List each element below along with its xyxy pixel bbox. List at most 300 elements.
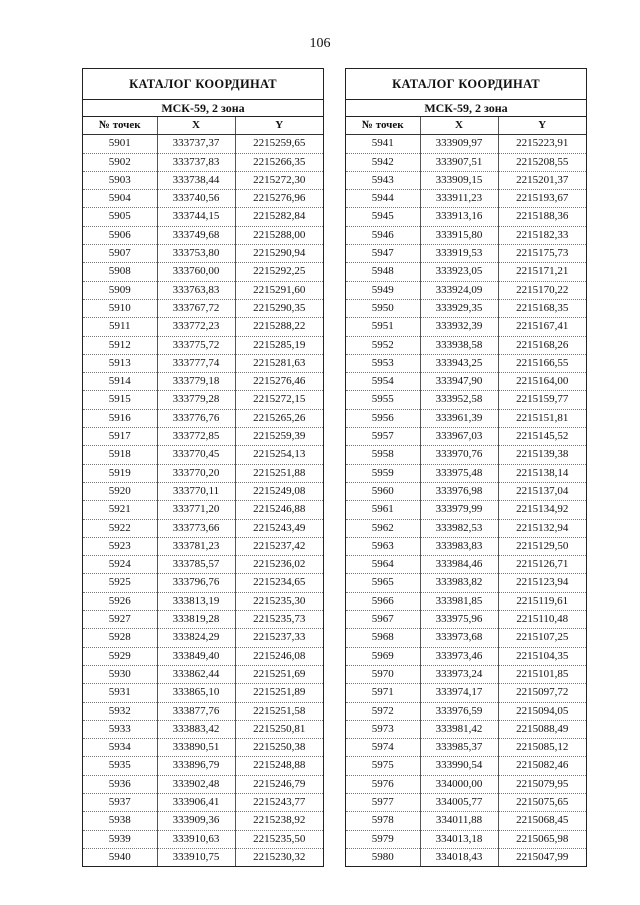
- table-row: [83, 848, 323, 866]
- header-y: Y: [498, 117, 586, 135]
- x-coordinate-cell: 333982,53: [420, 519, 498, 537]
- y-coordinate-cell: 2215151,81: [498, 409, 586, 427]
- catalog-subtitle: МСК-59, 2 зона: [83, 100, 323, 117]
- y-coordinate-cell: 2215119,61: [498, 592, 586, 610]
- point-number-cell: 5960: [346, 482, 420, 500]
- table-row: [83, 153, 323, 171]
- x-coordinate-cell: 333740,56: [157, 190, 235, 208]
- point-number-cell: 5963: [346, 537, 420, 555]
- table-row: [346, 135, 586, 153]
- y-coordinate-cell: 2215249,08: [235, 482, 323, 500]
- table-row: [346, 153, 586, 171]
- table-row: [83, 263, 323, 281]
- point-number-cell: 5938: [83, 812, 157, 830]
- y-coordinate-cell: 2215167,41: [498, 318, 586, 336]
- y-coordinate-cell: 2215251,69: [235, 665, 323, 683]
- x-coordinate-cell: 333915,80: [420, 226, 498, 244]
- table-row: [346, 482, 586, 500]
- x-coordinate-cell: 333947,90: [420, 373, 498, 391]
- y-coordinate-cell: 2215290,94: [235, 245, 323, 263]
- y-coordinate-cell: 2215246,79: [235, 775, 323, 793]
- x-coordinate-cell: 333973,24: [420, 665, 498, 683]
- y-coordinate-cell: 2215164,00: [498, 373, 586, 391]
- point-number-cell: 5919: [83, 464, 157, 482]
- x-coordinate-cell: 333862,44: [157, 665, 235, 683]
- y-coordinate-cell: 2215123,94: [498, 574, 586, 592]
- x-coordinate-cell: 333985,37: [420, 739, 498, 757]
- point-number-cell: 5940: [83, 848, 157, 866]
- y-coordinate-cell: 2215246,08: [235, 647, 323, 665]
- x-coordinate-cell: 333890,51: [157, 739, 235, 757]
- y-coordinate-cell: 2215285,19: [235, 336, 323, 354]
- y-coordinate-cell: 2215170,22: [498, 281, 586, 299]
- x-coordinate-cell: 333770,20: [157, 464, 235, 482]
- x-coordinate-cell: 333961,39: [420, 409, 498, 427]
- header-x: X: [420, 117, 498, 135]
- y-coordinate-cell: 2215097,72: [498, 684, 586, 702]
- y-coordinate-cell: 2215137,04: [498, 482, 586, 500]
- table-row: [346, 409, 586, 427]
- y-coordinate-cell: 2215132,94: [498, 519, 586, 537]
- x-coordinate-cell: 333877,76: [157, 702, 235, 720]
- y-coordinate-cell: 2215101,85: [498, 665, 586, 683]
- y-coordinate-cell: 2215182,33: [498, 226, 586, 244]
- y-coordinate-cell: 2215265,26: [235, 409, 323, 427]
- point-number-cell: 5974: [346, 739, 420, 757]
- table-row: [346, 501, 586, 519]
- table-row: [83, 702, 323, 720]
- y-coordinate-cell: 2215138,14: [498, 464, 586, 482]
- table-row: [346, 702, 586, 720]
- point-number-cell: 5921: [83, 501, 157, 519]
- point-number-cell: 5915: [83, 391, 157, 409]
- x-coordinate-cell: 333924,09: [420, 281, 498, 299]
- x-coordinate-cell: 333737,37: [157, 135, 235, 153]
- x-coordinate-cell: 333849,40: [157, 647, 235, 665]
- point-number-cell: 5968: [346, 629, 420, 647]
- y-coordinate-cell: 2215235,30: [235, 592, 323, 610]
- table-row: [83, 245, 323, 263]
- x-coordinate-cell: 334005,77: [420, 793, 498, 811]
- table-row: [346, 629, 586, 647]
- x-coordinate-cell: 333975,48: [420, 464, 498, 482]
- point-number-cell: 5914: [83, 373, 157, 391]
- point-number-cell: 5909: [83, 281, 157, 299]
- y-coordinate-cell: 2215243,49: [235, 519, 323, 537]
- x-coordinate-cell: 333979,99: [420, 501, 498, 519]
- point-number-cell: 5911: [83, 318, 157, 336]
- table-row: [83, 684, 323, 702]
- table-row: [346, 318, 586, 336]
- y-coordinate-cell: 2215068,45: [498, 812, 586, 830]
- y-coordinate-cell: 2215230,32: [253, 850, 306, 863]
- x-coordinate-cell: 333943,25: [420, 354, 498, 372]
- point-number-cell: 5946: [346, 226, 420, 244]
- point-number-cell: 5969: [346, 647, 420, 665]
- x-coordinate-cell: 333760,00: [157, 263, 235, 281]
- point-number-cell: 5977: [346, 793, 420, 811]
- table-row: [83, 354, 323, 372]
- table-row: [346, 775, 586, 793]
- x-coordinate-cell: 333981,85: [420, 592, 498, 610]
- y-coordinate-cell: 2215208,55: [498, 153, 586, 171]
- x-coordinate-cell: 333772,85: [157, 428, 235, 446]
- y-coordinate-cell: 2215235,73: [235, 611, 323, 629]
- point-number-cell: 5973: [346, 720, 420, 738]
- x-coordinate-cell: 333777,74: [157, 354, 235, 372]
- point-number-cell: 5945: [346, 208, 420, 226]
- y-coordinate-cell: 2215107,25: [498, 629, 586, 647]
- table-row: [83, 482, 323, 500]
- point-number-cell: 5967: [346, 611, 420, 629]
- point-number-cell: 5951: [346, 318, 420, 336]
- y-coordinate-cell: 2215290,35: [235, 299, 323, 317]
- table-row: [83, 519, 323, 537]
- point-number-cell: 5912: [83, 336, 157, 354]
- y-coordinate-cell: 2215259,39: [235, 428, 323, 446]
- point-number-cell: 5966: [346, 592, 420, 610]
- x-coordinate-cell: 333973,68: [420, 629, 498, 647]
- catalog-subtitle: МСК-59, 2 зона: [346, 100, 586, 117]
- table-row: [346, 190, 586, 208]
- table-row: [83, 556, 323, 574]
- table-row: [346, 171, 586, 189]
- y-coordinate-cell: 2215139,38: [498, 446, 586, 464]
- point-number-cell: 5958: [346, 446, 420, 464]
- point-number-cell: 5937: [83, 793, 157, 811]
- x-coordinate-cell: 333907,51: [420, 153, 498, 171]
- table-row: [83, 647, 323, 665]
- x-coordinate-cell: 333909,36: [157, 812, 235, 830]
- point-number-cell: 5910: [83, 299, 157, 317]
- point-number-cell: 5944: [346, 190, 420, 208]
- y-coordinate-cell: 2215126,71: [498, 556, 586, 574]
- y-coordinate-cell: 2215168,35: [498, 299, 586, 317]
- y-coordinate-cell: 2215201,37: [498, 171, 586, 189]
- header-point-number: № точек: [346, 117, 420, 135]
- table-row: [83, 226, 323, 244]
- point-number-cell: 5929: [83, 647, 157, 665]
- point-number-cell: 5931: [83, 684, 157, 702]
- y-coordinate-cell: 2215085,12: [498, 739, 586, 757]
- table-row: [83, 757, 323, 775]
- point-number-cell: 5949: [346, 281, 420, 299]
- point-number-cell: 5975: [346, 757, 420, 775]
- x-coordinate-cell: 334011,88: [420, 812, 498, 830]
- table-row: [83, 336, 323, 354]
- point-number-cell: 5955: [346, 391, 420, 409]
- x-coordinate-cell: 333976,59: [420, 702, 498, 720]
- x-coordinate-cell: 333753,80: [157, 245, 235, 263]
- table-row: [346, 574, 586, 592]
- table-row: [346, 281, 586, 299]
- table-row: [83, 208, 323, 226]
- table-row: [346, 373, 586, 391]
- table-row: [83, 446, 323, 464]
- y-coordinate-cell: 2215251,88: [235, 464, 323, 482]
- x-coordinate-cell: 333974,17: [420, 684, 498, 702]
- y-coordinate-cell: 2215272,30: [235, 171, 323, 189]
- y-coordinate-cell: 2215282,84: [235, 208, 323, 226]
- table-row: [346, 391, 586, 409]
- coordinates-table: [83, 117, 323, 866]
- x-coordinate-cell: 333796,76: [157, 574, 235, 592]
- point-number-cell: 5936: [83, 775, 157, 793]
- table-row: [346, 720, 586, 738]
- x-coordinate-cell: 333938,58: [420, 336, 498, 354]
- point-number-cell: 5972: [346, 702, 420, 720]
- point-number-cell: 5979: [346, 830, 420, 848]
- table-row: [83, 720, 323, 738]
- x-coordinate-cell: 333749,68: [157, 226, 235, 244]
- header-point-number: № точек: [83, 117, 157, 135]
- x-coordinate-cell: 333779,28: [157, 391, 235, 409]
- y-coordinate-cell: 2215288,00: [235, 226, 323, 244]
- point-number-cell: 5924: [83, 556, 157, 574]
- table-row: [83, 665, 323, 683]
- table-row: [346, 208, 586, 226]
- coordinate-catalog-left: [82, 68, 324, 867]
- y-coordinate-cell: 2215238,92: [235, 812, 323, 830]
- point-number-cell: 5941: [346, 135, 420, 153]
- y-coordinate-cell: 2215234,65: [235, 574, 323, 592]
- y-coordinate-cell: 2215243,77: [235, 793, 323, 811]
- table-row: [346, 592, 586, 610]
- y-coordinate-cell: 2215094,05: [498, 702, 586, 720]
- x-coordinate-cell: 333909,97: [420, 135, 498, 153]
- y-coordinate-cell: 2215250,81: [235, 720, 323, 738]
- y-coordinate-cell: 2215075,65: [498, 793, 586, 811]
- point-number-cell: 5980: [346, 848, 420, 866]
- y-coordinate-cell: 2215276,96: [235, 190, 323, 208]
- y-coordinate-cell: 2215168,26: [498, 336, 586, 354]
- point-number-cell: 5953: [346, 354, 420, 372]
- point-number-cell: 5904: [83, 190, 157, 208]
- point-number-cell: 5903: [83, 171, 157, 189]
- x-coordinate-cell: 333772,23: [157, 318, 235, 336]
- y-coordinate-cell: 2215193,67: [498, 190, 586, 208]
- x-coordinate-cell: 333883,42: [157, 720, 235, 738]
- x-coordinate-cell: 333952,58: [420, 391, 498, 409]
- x-coordinate-cell: 334018,43: [420, 848, 498, 866]
- y-coordinate-cell: 2215272,15: [235, 391, 323, 409]
- table-row: [346, 739, 586, 757]
- point-number-cell: 5976: [346, 775, 420, 793]
- table-row: [346, 793, 586, 811]
- table-row: [83, 775, 323, 793]
- point-number-cell: 5918: [83, 446, 157, 464]
- table-row: [83, 190, 323, 208]
- x-coordinate-cell: 333983,82: [420, 574, 498, 592]
- point-number-cell: 5961: [346, 501, 420, 519]
- table-row: [83, 501, 323, 519]
- y-coordinate-cell: 2215110,48: [498, 611, 586, 629]
- table-row: [83, 629, 323, 647]
- x-coordinate-cell: 333763,83: [157, 281, 235, 299]
- point-number-cell: 5964: [346, 556, 420, 574]
- y-coordinate-cell: 2215188,36: [498, 208, 586, 226]
- point-number-cell: 5948: [346, 263, 420, 281]
- y-coordinate-cell: 2215251,89: [235, 684, 323, 702]
- y-coordinate-cell: 2215288,22: [235, 318, 323, 336]
- table-row: [83, 409, 323, 427]
- table-row: [83, 171, 323, 189]
- x-coordinate-cell: 333767,72: [157, 299, 235, 317]
- point-number-cell: 5942: [346, 153, 420, 171]
- table-row: [346, 684, 586, 702]
- point-number-cell: 5957: [346, 428, 420, 446]
- x-coordinate-cell: 333975,96: [420, 611, 498, 629]
- point-number-cell: 5970: [346, 665, 420, 683]
- point-number-cell: 5956: [346, 409, 420, 427]
- point-number-cell: 5922: [83, 519, 157, 537]
- table-row: [346, 299, 586, 317]
- y-coordinate-cell: 2215129,50: [498, 537, 586, 555]
- x-coordinate-cell: 333779,18: [157, 373, 235, 391]
- header-x: X: [157, 117, 235, 135]
- point-number-cell: 5932: [83, 702, 157, 720]
- x-coordinate-cell: 333770,45: [157, 446, 235, 464]
- y-coordinate-cell: 2215236,02: [235, 556, 323, 574]
- x-coordinate-cell: 333785,57: [157, 556, 235, 574]
- point-number-cell: 5927: [83, 611, 157, 629]
- table-row: [83, 793, 323, 811]
- point-number-cell: 5916: [83, 409, 157, 427]
- table-row: [346, 647, 586, 665]
- table-header-row: [346, 117, 586, 135]
- point-number-cell: 5925: [83, 574, 157, 592]
- x-coordinate-cell: 333776,76: [157, 409, 235, 427]
- table-row: [346, 464, 586, 482]
- point-number-cell: 5920: [83, 482, 157, 500]
- x-coordinate-cell: 333983,83: [420, 537, 498, 555]
- table-row: [83, 391, 323, 409]
- x-coordinate-cell: 333865,10: [157, 684, 235, 702]
- point-number-cell: 5906: [83, 226, 157, 244]
- x-coordinate-cell: 333929,35: [420, 299, 498, 317]
- x-coordinate-cell: 333976,98: [420, 482, 498, 500]
- table-row: [83, 592, 323, 610]
- x-coordinate-cell: 333781,23: [157, 537, 235, 555]
- catalog-title: КАТАЛОГ КООРДИНАТ: [346, 69, 586, 100]
- y-coordinate-cell: 2215291,60: [235, 281, 323, 299]
- y-coordinate-cell: 2215166,55: [498, 354, 586, 372]
- x-coordinate-cell: 333919,53: [420, 245, 498, 263]
- point-number-cell: 5908: [83, 263, 157, 281]
- y-coordinate-cell: 2215237,33: [235, 629, 323, 647]
- x-coordinate-cell: 333824,29: [157, 629, 235, 647]
- point-number-cell: 5934: [83, 739, 157, 757]
- point-number-cell: 5959: [346, 464, 420, 482]
- table-row: [346, 611, 586, 629]
- y-coordinate-cell: 2215248,88: [235, 757, 323, 775]
- point-number-cell: 5913: [83, 354, 157, 372]
- table-row: [346, 848, 586, 866]
- x-coordinate-cell: 334013,18: [420, 830, 498, 848]
- point-number-cell: 5926: [83, 592, 157, 610]
- point-number-cell: 5947: [346, 245, 420, 263]
- point-number-cell: 5935: [83, 757, 157, 775]
- x-coordinate-cell: 333910,75: [157, 848, 235, 866]
- table-row: [346, 336, 586, 354]
- x-coordinate-cell: 333967,03: [420, 428, 498, 446]
- x-coordinate-cell: 333770,11: [157, 482, 235, 500]
- table-header-row: [83, 117, 323, 135]
- y-coordinate-cell: 2215223,91: [498, 135, 586, 153]
- table-row: [83, 373, 323, 391]
- point-number-cell: 5923: [83, 537, 157, 555]
- point-number-cell: 5971: [346, 684, 420, 702]
- y-coordinate-cell: 2215171,21: [498, 263, 586, 281]
- x-coordinate-cell: 333813,19: [157, 592, 235, 610]
- table-row: [346, 245, 586, 263]
- table-row: [346, 812, 586, 830]
- point-number-cell: 5901: [83, 135, 157, 153]
- x-coordinate-cell: 333896,79: [157, 757, 235, 775]
- x-coordinate-cell: 333819,28: [157, 611, 235, 629]
- x-coordinate-cell: 333973,46: [420, 647, 498, 665]
- point-number-cell: 5950: [346, 299, 420, 317]
- point-number-cell: 5952: [346, 336, 420, 354]
- table-row: [346, 556, 586, 574]
- coordinate-catalog-right: [345, 68, 587, 867]
- table-row: [346, 446, 586, 464]
- x-coordinate-cell: 333775,72: [157, 336, 235, 354]
- y-coordinate-cell: 2215065,98: [498, 830, 586, 848]
- point-number-cell: 5928: [83, 629, 157, 647]
- x-coordinate-cell: 333923,05: [420, 263, 498, 281]
- y-coordinate-cell: 2215237,42: [235, 537, 323, 555]
- y-coordinate-cell: 2215259,65: [235, 135, 323, 153]
- catalog-title: КАТАЛОГ КООРДИНАТ: [83, 69, 323, 100]
- x-coordinate-cell: 333970,76: [420, 446, 498, 464]
- x-coordinate-cell: 333911,23: [420, 190, 498, 208]
- point-number-cell: 5902: [83, 153, 157, 171]
- point-number-cell: 5954: [346, 373, 420, 391]
- table-row: [83, 812, 323, 830]
- y-coordinate-cell: 2215281,63: [235, 354, 323, 372]
- x-coordinate-cell: 333744,15: [157, 208, 235, 226]
- table-row: [346, 226, 586, 244]
- point-number-cell: 5933: [83, 720, 157, 738]
- x-coordinate-cell: 333737,83: [157, 153, 235, 171]
- x-coordinate-cell: 333906,41: [157, 793, 235, 811]
- point-number-cell: 5917: [83, 428, 157, 446]
- table-row: [83, 135, 323, 153]
- y-coordinate-cell: 2215134,92: [498, 501, 586, 519]
- x-coordinate-cell: 333990,54: [420, 757, 498, 775]
- header-y: Y: [235, 117, 323, 135]
- table-row: [346, 665, 586, 683]
- y-coordinate-cell: 2215254,13: [235, 446, 323, 464]
- table-row: [346, 519, 586, 537]
- x-coordinate-cell: 333981,42: [420, 720, 498, 738]
- table-row: [83, 281, 323, 299]
- point-number-cell: 5930: [83, 665, 157, 683]
- table-row: [346, 428, 586, 446]
- table-row: [83, 830, 323, 848]
- point-number-cell: 5978: [346, 812, 420, 830]
- y-coordinate-cell: 2215235,50: [235, 830, 323, 848]
- y-coordinate-cell: 2215047,99: [516, 850, 569, 863]
- point-number-cell: 5905: [83, 208, 157, 226]
- y-coordinate-cell: 2215292,25: [235, 263, 323, 281]
- y-coordinate-cell: 2215266,35: [235, 153, 323, 171]
- coordinates-table: [346, 117, 586, 866]
- y-coordinate-cell: 2215250,38: [235, 739, 323, 757]
- table-row: [346, 354, 586, 372]
- point-number-cell: 5943: [346, 171, 420, 189]
